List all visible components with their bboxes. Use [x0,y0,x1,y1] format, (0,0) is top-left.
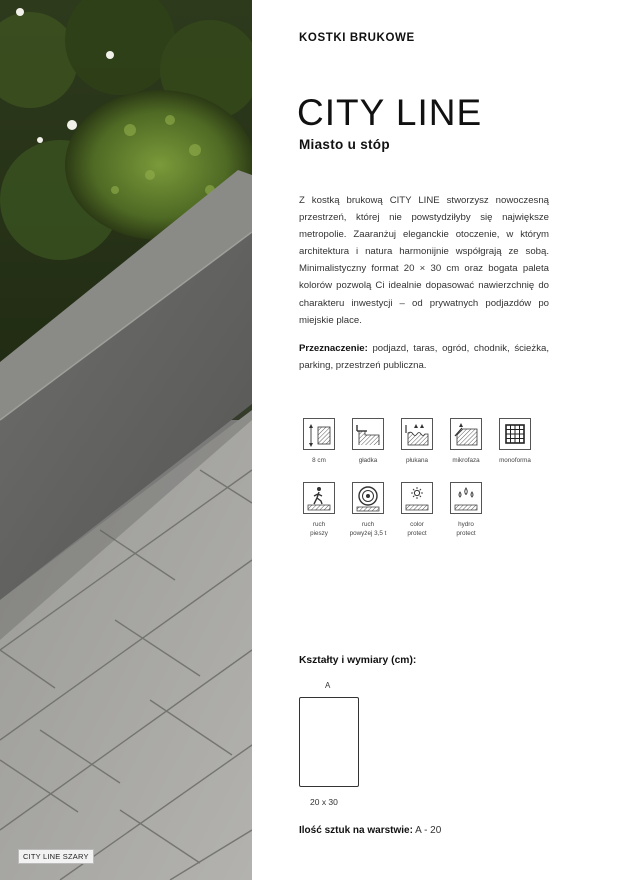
purpose-text: podjazd, taras, ogród, chodnik, ścieżka, parking, przestrzeń publiczna. [299,343,549,371]
shape-dimensions: 20 x 30 [310,797,338,807]
purpose-section [299,340,549,374]
feature-label: płukana [405,457,429,464]
purpose-label: Przeznaczenie: [299,343,368,354]
photo-caption: CITY LINE SZARY [18,849,94,864]
monoform-icon [499,418,531,450]
heavy-traffic-icon [352,482,384,514]
product-title: CITY LINE [297,92,483,133]
feature-label: hydro protect [456,521,476,537]
microbevel-icon [450,418,482,450]
product-info [252,0,622,880]
quantity-value: A - 20 [415,825,442,836]
smooth-surface-icon [352,418,384,450]
feature-label: ruch pieszy [310,521,328,537]
quantity-per-layer [299,825,441,836]
feature-pedestrian [297,482,341,538]
pedestrian-traffic-icon [303,482,335,514]
washed-surface-icon [401,418,433,450]
feature-microbevel [444,418,488,465]
feature-label: mikrofaza [452,457,480,464]
feature-monoform [493,418,537,465]
feature-hydro-protect [444,482,488,538]
feature-thickness [297,418,341,465]
feature-label: monoforma [499,457,531,464]
product-subtitle: Miasto u stóp [299,137,390,152]
product-photo [0,0,252,880]
category-label: KOSTKI BRUKOWE [299,32,415,44]
shape-letter: A [325,681,331,690]
feature-label: gładka [358,457,378,464]
color-protect-icon [401,482,433,514]
feature-label: ruch powyżej 3,5 t [349,521,387,537]
feature-color-protect [395,482,439,538]
shape-outline [299,697,359,787]
feature-heavy-traffic [346,482,390,538]
shapes-title: Kształty i wymiary (cm): [299,655,417,666]
paving-photo-illustration [0,0,252,880]
feature-label: color protect [407,521,427,537]
hydro-protect-icon [450,482,482,514]
feature-smooth [346,418,390,465]
feature-label: 8 cm [312,457,326,464]
quantity-label: Ilość sztuk na warstwie: [299,825,413,836]
feature-washed [395,418,439,465]
thickness-icon [303,418,335,450]
product-description: Z kostką brukową CITY LINE stworzysz nowoczesną przestrzeń, której nie powstydziłyby się największe metropolie. Zaaranżuj eleganckie otoczenie, w którym architektura i natura harmonijnie współgrają ze sobą. Minimalistyczny format 20 × 30 cm oraz bogata paleta kolorów pozwolą Ci idealnie dopasować nawierzchnię do charakteru inwestycji – od prywatnych podjazdów po miejskie place. [299,195,549,326]
